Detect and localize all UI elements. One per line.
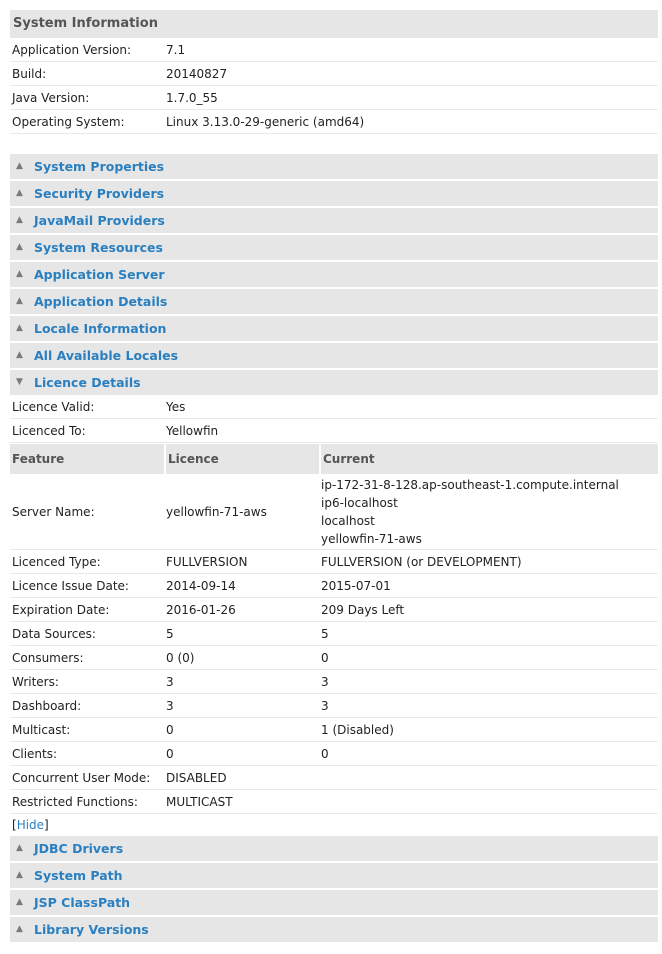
section-label: System Resources [34, 240, 163, 255]
feature-cell: Licence Issue Date: [12, 578, 129, 593]
hide-link[interactable]: Hide [16, 818, 45, 832]
section-javamail-providers[interactable] [10, 208, 658, 233]
current-cell: 0 [321, 650, 329, 665]
licence-valid-label: Licence Valid: [12, 399, 95, 414]
section-label: System Path [34, 868, 123, 883]
section-label: Security Providers [34, 186, 165, 201]
licence-cell: 2014-09-14 [166, 578, 236, 593]
section-jdbc-drivers[interactable] [10, 836, 658, 861]
chevron-up-icon: ▲ [16, 161, 23, 171]
header-feature: Feature [12, 452, 65, 466]
info-label: Java Version: [12, 90, 90, 105]
section-label: JSP ClassPath [34, 895, 131, 910]
section-security-providers[interactable] [10, 181, 658, 206]
section-system-path[interactable] [10, 863, 658, 888]
section-licence-details[interactable] [10, 370, 658, 395]
hide-row [10, 814, 658, 836]
info-value: 1.7.0_55 [166, 90, 218, 105]
feature-cell: Consumers: [12, 650, 84, 665]
table-row [10, 622, 658, 646]
chevron-up-icon: ▲ [16, 924, 23, 934]
current-cell: 2015-07-01 [321, 578, 391, 593]
licence-cell: 0 [166, 722, 174, 737]
server-name-line: ip6-localhost [321, 495, 398, 510]
licence-cell: yellowfin-71-aws [166, 504, 267, 519]
feature-cell: Licenced Type: [12, 554, 101, 569]
header-current: Current [319, 444, 658, 474]
info-value: Linux 3.13.0-29-generic (amd64) [166, 114, 365, 129]
licence-cell: 3 [166, 698, 174, 713]
system-info-panel [10, 10, 658, 944]
chevron-up-icon: ▲ [16, 350, 23, 360]
current-cell: 5 [321, 626, 329, 641]
system-information-header: System Information [10, 10, 658, 38]
info-label: Build: [12, 66, 47, 81]
section-jsp-classpath[interactable] [10, 890, 658, 915]
section-label: Application Details [34, 294, 168, 309]
header-licence: Licence [164, 444, 319, 474]
feature-cell: Clients: [12, 746, 58, 761]
table-row [10, 742, 658, 766]
licence-cell: 0 (0) [166, 650, 195, 665]
feature-cell: Concurrent User Mode: [12, 770, 151, 785]
licence-cell: 0 [166, 746, 174, 761]
current-cell: 1 (Disabled) [321, 722, 394, 737]
section-label: Locale Information [34, 321, 167, 336]
section-label: Library Versions [34, 922, 149, 937]
bracket-open: [ [12, 818, 17, 832]
licenced-to-row [10, 419, 658, 443]
table-row [10, 670, 658, 694]
info-label: Application Version: [12, 42, 132, 57]
current-cell: FULLVERSION (or DEVELOPMENT) [321, 554, 522, 569]
section-label: JDBC Drivers [34, 841, 124, 856]
table-row [10, 646, 658, 670]
table-row [10, 694, 658, 718]
current-cell: 0 [321, 746, 329, 761]
section-library-versions[interactable] [10, 917, 658, 942]
table-row [10, 550, 658, 574]
licence-cell: FULLVERSION [166, 554, 248, 569]
feature-cell: Expiration Date: [12, 602, 110, 617]
table-row [10, 790, 658, 814]
server-name-line: ip-172-31-8-128.ap-southeast-1.compute.internal [321, 477, 619, 492]
current-cell: 3 [321, 674, 329, 689]
section-label: Licence Details [34, 375, 141, 390]
chevron-up-icon: ▲ [16, 269, 23, 279]
licence-table-header [10, 444, 658, 474]
licence-valid-row [10, 395, 658, 419]
current-cell: 3 [321, 698, 329, 713]
licenced-to-label: Licenced To: [12, 423, 86, 438]
licence-cell: DISABLED [166, 770, 227, 785]
table-row [10, 766, 658, 790]
chevron-up-icon: ▲ [16, 897, 23, 907]
table-row [10, 474, 658, 550]
info-value: 7.1 [166, 42, 186, 57]
section-application-server[interactable] [10, 262, 658, 287]
section-system-resources[interactable] [10, 235, 658, 260]
section-application-details[interactable] [10, 289, 658, 314]
section-locale-information[interactable] [10, 316, 658, 341]
table-row [10, 598, 658, 622]
chevron-down-icon: ▼ [16, 377, 23, 387]
table-row [10, 718, 658, 742]
chevron-up-icon: ▲ [16, 843, 23, 853]
licence-valid-value: Yes [166, 399, 186, 414]
chevron-up-icon: ▲ [16, 188, 23, 198]
section-label: Application Server [34, 267, 165, 282]
section-all-available-locales[interactable] [10, 343, 658, 368]
info-row [10, 110, 658, 134]
chevron-up-icon: ▲ [16, 242, 23, 252]
feature-cell: Server Name: [12, 504, 95, 519]
feature-cell: Data Sources: [12, 626, 96, 641]
licence-cell: 2016-01-26 [166, 602, 236, 617]
licence-cell: 5 [166, 626, 174, 641]
section-label: System Properties [34, 159, 165, 174]
table-row [10, 574, 658, 598]
info-row [10, 38, 658, 62]
info-row [10, 62, 658, 86]
feature-cell: Writers: [12, 674, 59, 689]
chevron-up-icon: ▲ [16, 215, 23, 225]
licenced-to-value: Yellowfin [166, 423, 219, 438]
info-label: Operating System: [12, 114, 125, 129]
server-name-line: localhost [321, 513, 375, 528]
info-value: 20140827 [166, 66, 228, 81]
chevron-up-icon: ▲ [16, 323, 23, 333]
info-row [10, 86, 658, 110]
server-name-line: yellowfin-71-aws [321, 531, 422, 546]
feature-cell: Restricted Functions: [12, 794, 138, 809]
chevron-up-icon: ▲ [16, 870, 23, 880]
licence-cell: 3 [166, 674, 174, 689]
chevron-up-icon: ▲ [16, 296, 23, 306]
feature-cell: Multicast: [12, 722, 71, 737]
feature-cell: Dashboard: [12, 698, 82, 713]
section-label: JavaMail Providers [34, 213, 165, 228]
spacer [10, 134, 658, 154]
section-system-properties[interactable] [10, 154, 658, 179]
current-cell: 209 Days Left [321, 602, 405, 617]
current-cell [319, 476, 658, 548]
bracket-close: ] [44, 818, 49, 832]
licence-cell: MULTICAST [166, 794, 233, 809]
section-label: All Available Locales [34, 348, 179, 363]
